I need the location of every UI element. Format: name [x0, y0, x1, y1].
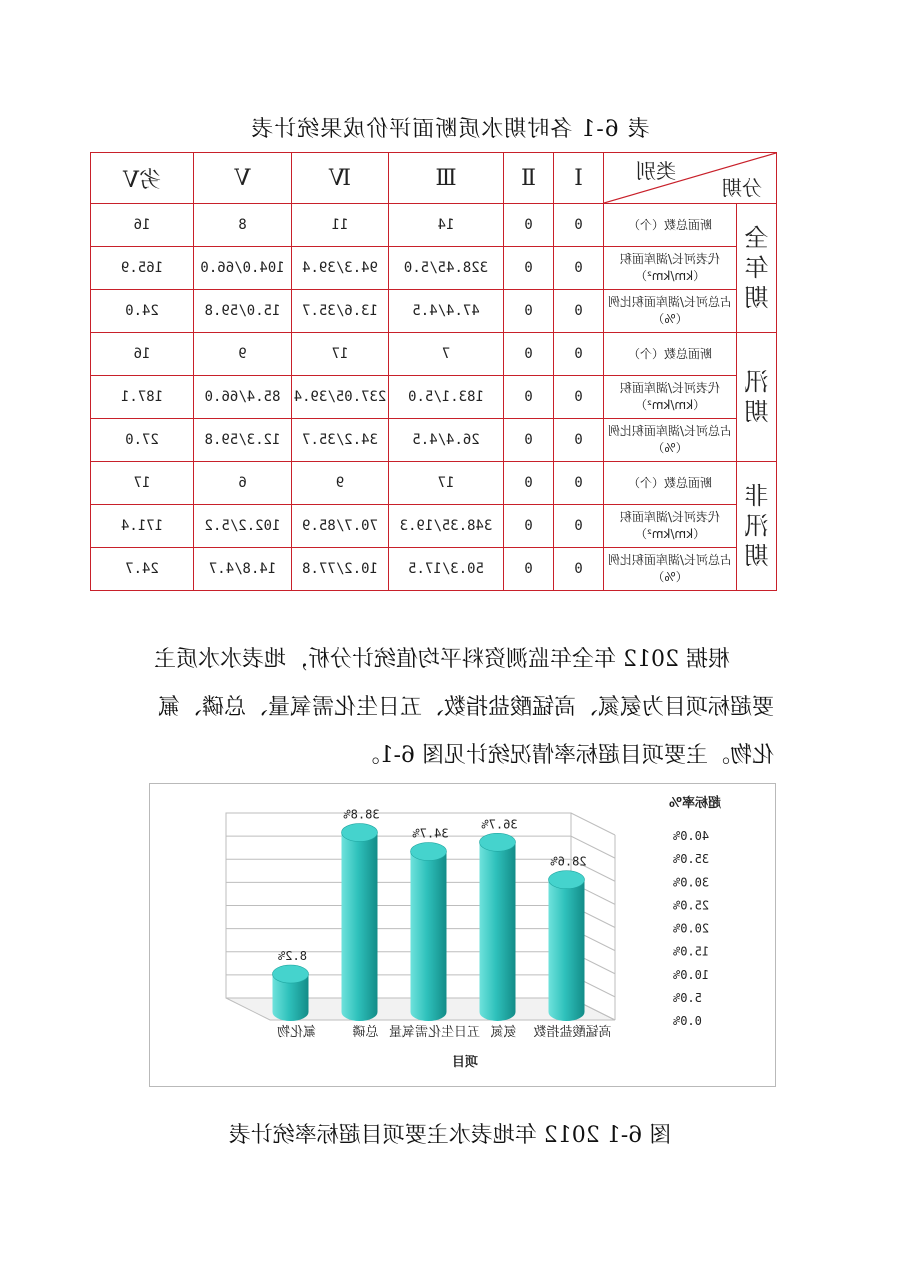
period-label: 非汛期: [744, 482, 769, 570]
table-row: [91, 204, 777, 247]
table-cell: 14: [389, 204, 504, 247]
table-cell: 0: [554, 462, 604, 505]
table-row: [91, 247, 777, 290]
table-cell: 104.0/66.0: [194, 247, 292, 290]
table-cell: 14.8/4.7: [194, 548, 292, 591]
bar-top: [549, 871, 585, 889]
table-cell: 10.2/77.8: [292, 548, 389, 591]
table-cell: 0: [504, 247, 554, 290]
table-cell: 9: [194, 333, 292, 376]
table-cell: 34.2/35.7: [292, 419, 389, 462]
period-cell: [737, 462, 777, 591]
table-cell: 328.45/5.0: [389, 247, 504, 290]
table-cell: 12.3/59.8: [194, 419, 292, 462]
row-label: 代表河长/湖库面积（km/km²）: [604, 505, 737, 548]
row-label: 断面总数（个）: [604, 462, 737, 505]
y-tick-label: 10.0%: [673, 967, 710, 982]
table-cell: 50.3/17.5: [389, 548, 504, 591]
figure-caption: 图 6-1 2012 年地表水主要项目超标率统计表: [228, 1123, 672, 1148]
period-label: 汛期: [744, 368, 769, 426]
row-label: 代表河长/湖库面积（km/km²）: [604, 247, 737, 290]
y-tick-label: 20.0%: [673, 921, 710, 936]
row-label: 断面总数（个）: [604, 204, 737, 247]
table-title: 表 6-1 各时期水质断面评价成果统计表: [250, 117, 650, 142]
body-paragraph: [124, 636, 774, 780]
category-label: 总磷: [352, 1025, 379, 1040]
paragraph-line: 化物。主要项目超标率情况统计见图 6-1。: [357, 743, 774, 768]
y-axis-title: 超标率%: [668, 796, 722, 811]
table-cell: 0: [504, 333, 554, 376]
y-tick-label: 15.0%: [673, 944, 710, 959]
y-tick-label: 25.0%: [673, 898, 710, 913]
exceedance-chart: [149, 783, 776, 1087]
table-cell: 183.1/5.0: [389, 376, 504, 419]
table-cell: 0: [554, 505, 604, 548]
column-header: Ⅰ: [554, 153, 604, 204]
category-label: 五日生化需氧量: [388, 1025, 481, 1040]
table-cell: 8: [194, 204, 292, 247]
table-cell: 94.3/39.4: [292, 247, 389, 290]
table-row: [91, 548, 777, 591]
bar-top: [342, 824, 378, 842]
table-cell: 17: [389, 462, 504, 505]
bar: [342, 833, 378, 1021]
table-cell: 0: [554, 290, 604, 333]
data-label: 34.7%: [412, 826, 449, 841]
table-cell: 70.7/85.9: [292, 505, 389, 548]
water-quality-table: [90, 152, 777, 591]
row-label: 断面总数（个）: [604, 333, 737, 376]
table-row: [91, 290, 777, 333]
category-label: 高锰酸盐指数: [533, 1025, 612, 1040]
table-cell: 15.0/59.8: [194, 290, 292, 333]
table-cell: 26.4/4.5: [389, 419, 504, 462]
data-label: 8.2%: [278, 949, 307, 964]
table-cell: 27.0: [91, 419, 194, 462]
y-tick-label: 5.0%: [673, 990, 702, 1005]
chart-svg: [150, 784, 775, 1086]
table-cell: 13.6/35.7: [292, 290, 389, 333]
bar-top: [411, 843, 447, 861]
header-period-label: 分期: [722, 176, 762, 200]
row-label: 占总河长/湖库面积比例（%）: [604, 290, 737, 333]
bar-top: [480, 833, 516, 851]
table-cell: 0: [504, 290, 554, 333]
bar: [549, 880, 585, 1021]
table-cell: 17: [91, 462, 194, 505]
x-axis-title: 项目: [451, 1055, 479, 1070]
table-cell: 6: [194, 462, 292, 505]
table-cell: 7: [389, 333, 504, 376]
period-label: 全年期: [744, 224, 769, 312]
table-cell: 9: [292, 462, 389, 505]
data-label: 28.6%: [550, 854, 587, 869]
y-tick-label: 30.0%: [673, 875, 710, 890]
column-header: 劣Ⅴ: [91, 153, 194, 204]
table-row: [91, 333, 777, 376]
table-cell: 348.35/19.3: [389, 505, 504, 548]
table-cell: 47.4/4.5: [389, 290, 504, 333]
table-cell: 0: [504, 505, 554, 548]
bar: [480, 842, 516, 1021]
table-cell: 0: [554, 419, 604, 462]
table-cell: 24.7: [91, 548, 194, 591]
paragraph-line: 要超标项目为氨氮、高锰酸盐指数、五日生化需氧量、总磷、氟: [157, 695, 774, 720]
data-label: 38.8%: [343, 807, 380, 822]
header-category-label: 类别: [636, 159, 676, 183]
y-tick-label: 0.0%: [673, 1014, 702, 1028]
column-header: Ⅲ: [389, 153, 504, 204]
table-cell: 16: [91, 204, 194, 247]
table-cell: 0: [554, 548, 604, 591]
y-tick-label: 35.0%: [673, 852, 710, 867]
table-cell: 0: [554, 204, 604, 247]
table-row: [91, 462, 777, 505]
row-label: 占总河长/湖库面积比例（%）: [604, 548, 737, 591]
category-label: 氟化物: [276, 1025, 317, 1040]
y-tick-label: 40.0%: [673, 829, 710, 843]
diagonal-header-cell: [604, 153, 777, 204]
row-label: 占总河长/湖库面积比例（%）: [604, 419, 737, 462]
table-cell: 237.05/39.4: [292, 376, 389, 419]
table-cell: 0: [554, 376, 604, 419]
table-cell: 0: [554, 333, 604, 376]
table-cell: 16: [91, 333, 194, 376]
category-label: 氨氮: [490, 1025, 517, 1040]
column-header: Ⅳ: [292, 153, 389, 204]
row-label: 代表河长/湖库面积（km/km²）: [604, 376, 737, 419]
table-cell: 11: [292, 204, 389, 247]
table-row: [91, 419, 777, 462]
table-cell: 102.2/5.2: [194, 505, 292, 548]
table-cell: 0: [504, 548, 554, 591]
table-cell: 165.9: [91, 247, 194, 290]
table-cell: 187.1: [91, 376, 194, 419]
period-cell: [737, 204, 777, 333]
table-cell: 0: [504, 419, 554, 462]
bar: [411, 852, 447, 1021]
table-cell: 85.4/66.0: [194, 376, 292, 419]
table-cell: 0: [504, 376, 554, 419]
period-cell: [737, 333, 777, 462]
table-cell: 171.4: [91, 505, 194, 548]
paragraph-line: 根据 2012 年全年监测资料平均值统计分析，地表水水质主: [154, 647, 730, 672]
data-label: 36.7%: [481, 817, 518, 832]
column-header: Ⅴ: [194, 153, 292, 204]
table-cell: 17: [292, 333, 389, 376]
table-cell: 0: [554, 247, 604, 290]
table-row: [91, 505, 777, 548]
table-row: [91, 376, 777, 419]
table-cell: 0: [504, 204, 554, 247]
table-cell: 24.0: [91, 290, 194, 333]
column-header: Ⅱ: [504, 153, 554, 204]
bar-top: [273, 965, 309, 983]
table-header-row: [91, 153, 777, 204]
table-cell: 0: [504, 462, 554, 505]
